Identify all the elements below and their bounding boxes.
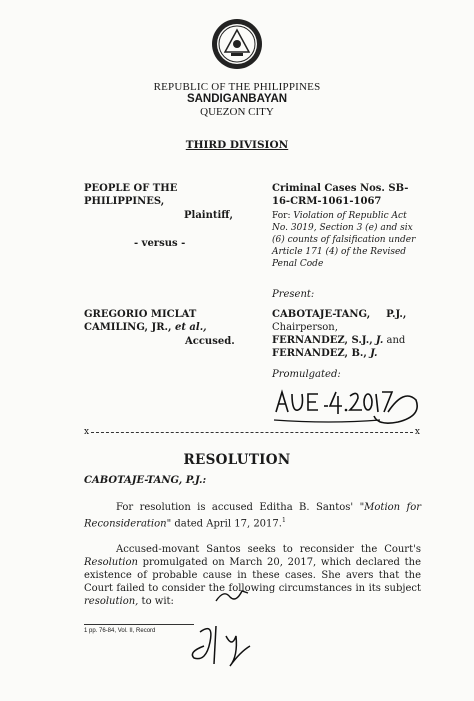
p2-text-c: to wit: — [141, 596, 174, 607]
p1-motion: "Motion for Reconsideration" — [84, 502, 421, 530]
p2-text-b: promulgated on March 20, 2017, which declared the existence of probable cause in these cases. She avers that the Court failed to consider the following circumstances in its subject — [84, 557, 421, 594]
ponente: CABOTAJE-TANG, P.J.: — [84, 475, 207, 486]
case-for-lead: For: — [272, 211, 291, 221]
initials-signature-icon — [180, 612, 260, 672]
handwritten-mark-icon — [212, 585, 252, 607]
justice1-name: CABOTAJE-TANG, — [272, 309, 371, 320]
p2-resolution-2: resolution, — [84, 596, 139, 607]
justices-panel — [272, 308, 424, 360]
accused-etal: et al., — [174, 322, 207, 333]
promulgation-date-signature-icon — [270, 382, 425, 432]
paragraph-1 — [84, 501, 421, 530]
footnote-separator — [84, 624, 194, 625]
caption-divider — [84, 427, 420, 437]
divider-right-x: x — [414, 427, 420, 437]
header-republic: REPUBLIC OF THE PHILIPPINES — [153, 81, 321, 93]
justice3-suffix: J. — [370, 348, 378, 359]
promulgated-label: Promulgated: — [272, 369, 341, 380]
header-city: QUEZON CITY — [200, 106, 274, 118]
divider-dashes — [91, 432, 413, 433]
plaintiff-name: PEOPLE OF THE PHILIPPINES, — [84, 183, 178, 207]
case-numbers: Criminal Cases Nos. SB-16-CRM-1061-1067 — [272, 183, 409, 207]
header-court: SANDIGANBAYAN — [186, 93, 288, 105]
and-text: and — [386, 335, 406, 346]
justice2-name: FERNANDEZ, S.J., — [272, 335, 373, 346]
divider-left-x: x — [84, 427, 90, 437]
justice1-title: P.J., — [386, 309, 407, 320]
justice1-role: Chairperson, — [272, 322, 338, 333]
case-for-text: Violation of Republic Act No. 3019, Section 3 (e) and six (6) counts of falsification under Article 171 (4) of the Revised Penal Code — [272, 211, 416, 269]
footnote: 1 pp. 76-84, Vol. II, Record — [84, 628, 156, 634]
accused-label: Accused. — [185, 336, 235, 347]
plaintiff-label: Plaintiff, — [184, 210, 233, 221]
p1-text-b: dated April 17, 2017. — [174, 518, 282, 530]
p2-resolution: Resolution — [84, 557, 138, 568]
p1-text-a: For resolution is accused Editha B. Santos' — [116, 502, 354, 513]
footnote-ref: 1 — [281, 517, 286, 524]
division-title: THIRD DIVISION — [185, 139, 289, 151]
accused-name-text: GREGORIO MICLAT CAMILING, JR., — [84, 309, 197, 333]
resolution-title: RESOLUTION — [183, 452, 291, 468]
accused-name — [84, 308, 244, 334]
versus-label: - versus - — [134, 238, 186, 249]
sandiganbayan-seal-icon — [211, 18, 263, 70]
paragraph-2 — [84, 543, 421, 608]
justice2-suffix: J. — [375, 335, 384, 346]
case-charges — [272, 210, 424, 270]
p2-text-a: Accused-movant Santos seeks to reconsider the Court's — [116, 544, 421, 555]
present-label: Present: — [272, 289, 315, 300]
justice3-name: FERNANDEZ, B., — [272, 348, 367, 359]
